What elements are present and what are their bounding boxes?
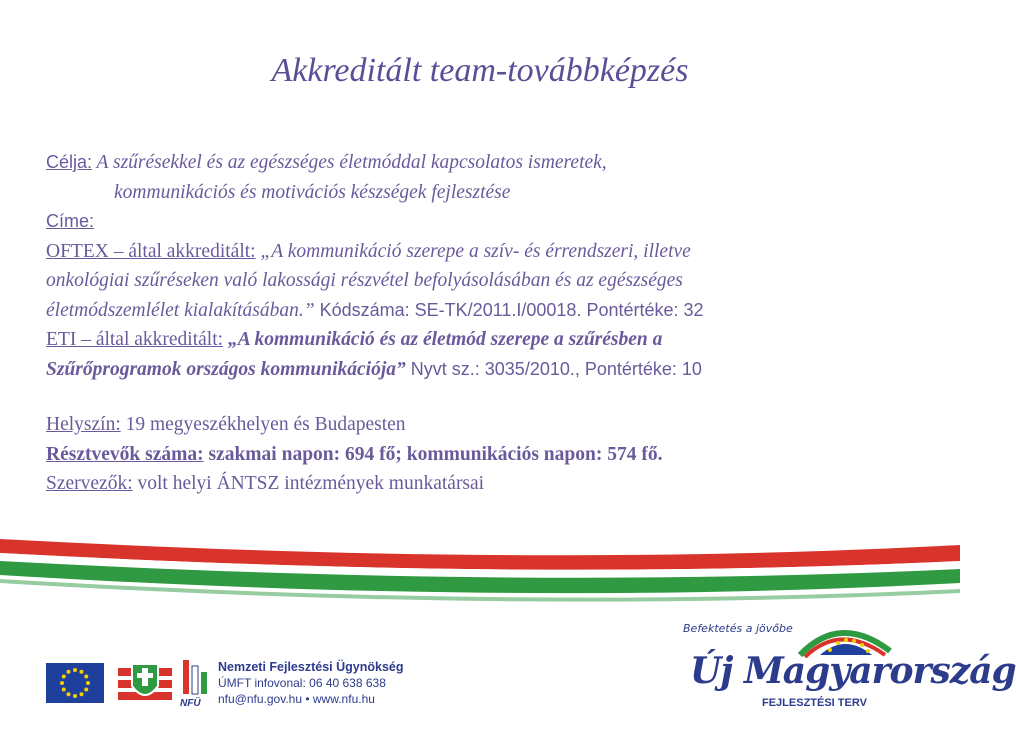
eti-accreditation-label: ETI – által akkreditált: <box>46 329 224 350</box>
oftex-line-3 <box>46 296 906 326</box>
oftex-course-title-2: onkológiai szűréseken való lakossági részvétel befolyásolásában és az egészséges <box>46 270 683 291</box>
eti-line-1 <box>46 325 906 355</box>
fejlesztesi-terv-label: FEJLESZTÉSI TERV <box>762 697 867 709</box>
organizers-line <box>46 469 906 499</box>
eu-star-icon <box>80 670 84 674</box>
organizers-text: volt helyi ÁNTSZ intézmények munkatársai <box>132 473 485 494</box>
tricolor-swoosh-decoration <box>0 505 960 615</box>
eu-star-icon <box>67 692 71 696</box>
oftex-line-1 <box>46 237 906 267</box>
nfu-mark-label: NFÜ <box>180 698 201 709</box>
eu-star-icon <box>73 694 77 698</box>
eu-star-icon <box>62 675 66 679</box>
eu-flag-logo <box>46 663 104 703</box>
title-line <box>46 207 906 237</box>
goal-line-2: kommunikációs és motivációs készségek fejlesztése <box>114 181 511 203</box>
goal-line-1 <box>46 148 906 178</box>
eu-star-icon <box>62 688 66 692</box>
eu-star-icon <box>73 668 77 672</box>
eu-star-icon <box>67 670 71 674</box>
eti-course-title-1: „A kommunikáció és az életmód szerepe a szűrésben a <box>223 329 663 350</box>
organizers-label: Szervezők: <box>46 473 133 494</box>
goal-label: Célja: <box>46 152 93 172</box>
oftex-accreditation-label: OFTEX – által akkreditált: <box>46 240 256 262</box>
course-title-label: Címe: <box>46 211 95 231</box>
nfu-infoline: ÚMFT infovonal: 06 40 638 638 <box>218 676 386 690</box>
hungarian-emblem-logo <box>116 660 174 706</box>
eu-star-icon <box>80 692 84 696</box>
eu-star-icon <box>60 681 64 685</box>
participants-line <box>46 440 906 470</box>
page-title: Akkreditált team-továbbképzés <box>271 52 689 89</box>
eti-line-2 <box>46 355 906 385</box>
participants-label: Résztvevők száma: <box>46 443 204 465</box>
oftex-course-title-1: „A kommunikáció szerepe a szív- és érrendszeri, illetve <box>255 240 691 262</box>
eu-star-icon <box>84 675 88 679</box>
eu-star-icon <box>86 681 90 685</box>
uj-magyarorszag-wordmark: Új Magyarország <box>690 650 1016 692</box>
course-details <box>46 148 906 499</box>
slogan-text: Befektetés a jövőbe <box>683 622 793 635</box>
participants-text: szakmai napon: 694 fő; kommunikációs napon: 574 fő. <box>203 443 663 465</box>
nfu-name: Nemzeti Fejlesztési Ügynökség <box>218 660 404 674</box>
oftex-code: Kódszáma: SE-TK/2011.I/00018. Pontértéke: 32 <box>314 299 704 320</box>
venue-line <box>46 410 906 440</box>
venue-text: 19 megyeszékhelyen és Budapesten <box>120 414 406 435</box>
eti-course-title-2: Szűrőprogramok országos kommunikációja” <box>46 358 406 380</box>
eu-star-icon <box>84 688 88 692</box>
eti-code: Nyvt sz.: 3035/2010., Pontértéke: 10 <box>405 358 702 379</box>
nfu-web: nfu@nfu.gov.hu • www.nfu.hu <box>218 692 375 706</box>
oftex-course-title-3: életmódszemlélet kialakításában.” <box>46 299 315 321</box>
nfu-contact-block <box>218 659 428 707</box>
venue-label: Helyszín: <box>46 414 121 435</box>
goal-text-1: A szűrésekkel és az egészséges életmóddal kapcsolatos ismeretek, <box>92 152 607 173</box>
